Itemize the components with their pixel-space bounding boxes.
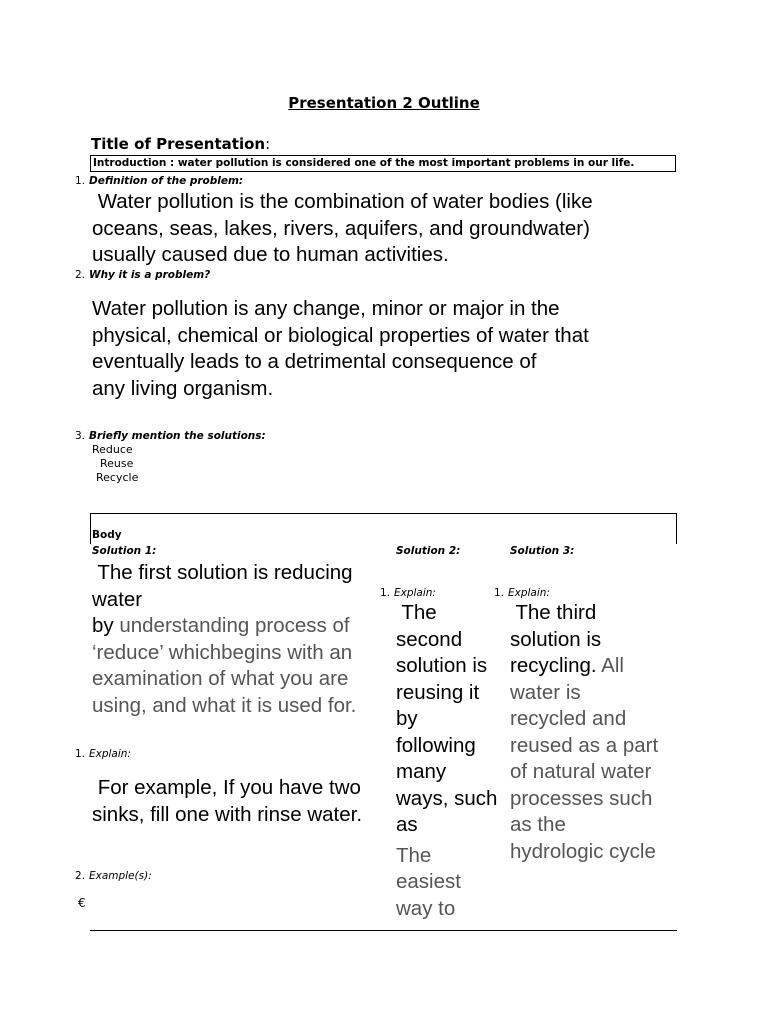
section2-line: physical, chemical or biological properties of water that xyxy=(92,323,589,347)
section1-number: 1. xyxy=(75,175,86,187)
solution2-line: The xyxy=(396,601,437,624)
solution1-by: by xyxy=(92,614,114,637)
solution2-grey-line: easiest xyxy=(396,870,461,893)
section2-number: 2. xyxy=(75,269,86,281)
section1-label: Definition of the problem: xyxy=(89,175,244,187)
euro-symbol: € xyxy=(78,896,86,910)
body-box xyxy=(90,513,677,544)
solution1-grey-line: examination of what you are xyxy=(92,667,349,690)
title-of-presentation-text: Title of Presentation xyxy=(91,135,266,153)
solution1-grey-line: using, and what it is used for. xyxy=(92,693,357,717)
solution2-line: following xyxy=(396,733,476,757)
solution1-example-text xyxy=(92,775,392,828)
solution3-grey-inline: All xyxy=(596,654,624,677)
solution2-line: solution is xyxy=(396,654,488,677)
solution3-explain-label: Explain: xyxy=(508,587,550,599)
section2-line: any living organism. xyxy=(92,376,274,400)
page-title: Presentation 2 Outline xyxy=(288,94,480,112)
section1-line: Water pollution is the combination of water bodies (like xyxy=(92,190,593,213)
solution1-example-line: sinks, fill one with rinse water. xyxy=(92,802,363,826)
solution1-line: The first solution is reducing xyxy=(92,561,353,584)
solution3-grey-line: as the xyxy=(510,813,566,836)
solution1-text xyxy=(92,560,392,719)
solution3-grey-line: water is xyxy=(510,680,581,704)
solution1-examples-label: Example(s): xyxy=(89,870,152,882)
solution3-explain-number: 1. xyxy=(494,587,505,599)
section3-number: 3. xyxy=(75,430,86,442)
section2-line: eventually leads to a detrimental consequence of xyxy=(92,350,537,373)
section1-line: oceans, seas, lakes, rivers, aquifers, and groundwater) xyxy=(92,216,590,240)
solution2-explain-label: Explain: xyxy=(394,587,436,599)
title-of-presentation-label xyxy=(91,135,270,153)
bottom-rule xyxy=(90,930,677,931)
section2-text xyxy=(92,296,589,402)
solution2-line: reusing it xyxy=(396,680,480,704)
solution3-grey-line: of natural water xyxy=(510,760,652,783)
solution3-grey-line: reused as a part xyxy=(510,733,659,757)
solution2-line: as xyxy=(396,813,418,836)
title-colon: : xyxy=(265,135,271,153)
section2-label: Why it is a problem? xyxy=(89,269,211,281)
solution3-grey-line: recycled and xyxy=(510,707,627,730)
solution1-explain-label: Explain: xyxy=(89,748,131,760)
solution1-example-line: For example, If you have two xyxy=(92,776,361,799)
solution1-grey-line: understanding process of xyxy=(113,614,350,637)
solution2-text xyxy=(396,600,510,922)
solution1-grey-line: ‘reduce’ whichbegins with an xyxy=(92,640,353,664)
solution1-label: Solution 1: xyxy=(92,545,157,557)
solution1-explain-number: 1. xyxy=(75,748,86,760)
solution2-label: Solution 2: xyxy=(396,545,461,557)
solution3-label: Solution 3: xyxy=(510,545,575,557)
solution3-grey-line: hydrologic cycle xyxy=(510,839,656,863)
solution2-explain-number: 1. xyxy=(380,587,391,599)
solution3-grey-line: processes such xyxy=(510,786,653,810)
section3-label: Briefly mention the solutions: xyxy=(89,430,266,442)
solution-item-reduce: Reduce xyxy=(92,443,133,456)
solution3-line: recycling. xyxy=(510,654,597,677)
solution2-line: second xyxy=(396,627,463,651)
body-label: Body xyxy=(92,529,122,541)
solution2-line: many xyxy=(396,760,447,783)
solution-item-reuse: Reuse xyxy=(100,457,134,470)
solution3-line: solution is xyxy=(510,627,602,651)
solutions-list xyxy=(92,443,138,485)
solution2-grey-line: The xyxy=(396,843,432,867)
solution2-line: by xyxy=(396,707,418,730)
solution3-line: The third xyxy=(510,601,597,624)
solution-item-recycle: Recycle xyxy=(96,471,139,484)
section2-line: Water pollution is any change, minor or major in the xyxy=(92,297,560,320)
introduction-box: Introduction : water pollution is considered one of the most important problems in our life. xyxy=(90,155,676,172)
solution2-grey-line: way to xyxy=(396,896,456,920)
solution3-text xyxy=(510,600,678,865)
section1-text xyxy=(92,189,593,269)
solution2-line: ways, such xyxy=(396,786,498,810)
solution1-examples-number: 2. xyxy=(75,870,86,882)
solution1-line: water xyxy=(92,587,143,611)
section1-line: usually caused due to human activities. xyxy=(92,243,449,266)
